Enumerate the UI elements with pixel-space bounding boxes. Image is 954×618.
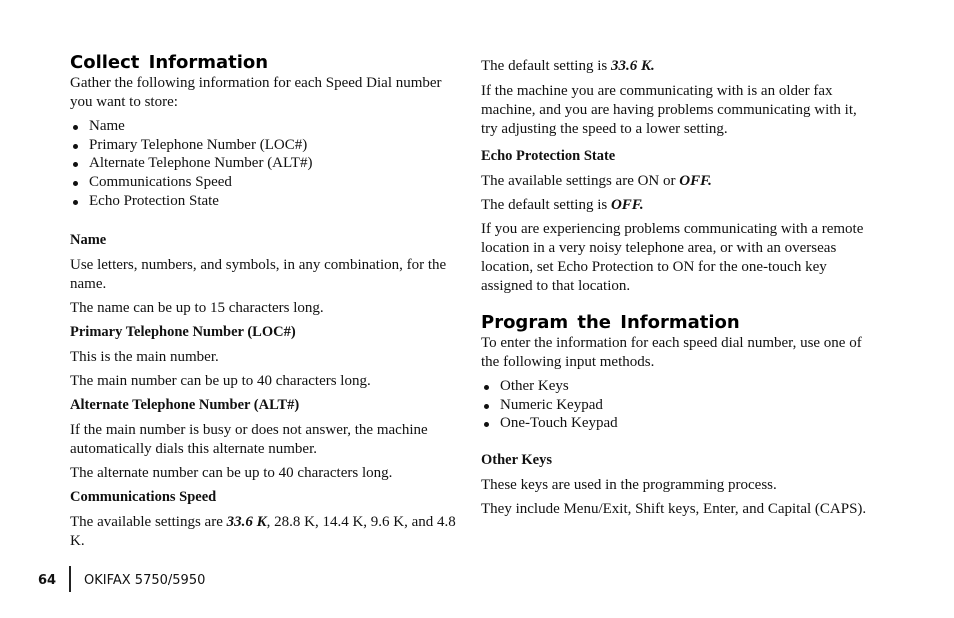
primary-number-subheading: Primary Telephone Number (LOC#) xyxy=(70,323,296,340)
communications-speed-paragraph xyxy=(70,513,465,551)
footer-divider xyxy=(69,566,71,592)
alternate-number-paragraph: If the main number is busy or does not answer, the machine automatically dials this alternate number. xyxy=(70,421,428,457)
echo-settings-paragraph xyxy=(481,172,871,191)
primary-number-length-paragraph: The main number can be up to 40 characters long. xyxy=(70,372,371,389)
list-item: Primary Telephone Number (LOC#) xyxy=(70,136,465,155)
list-item: Other Keys xyxy=(481,377,871,396)
echo-settings-prefix: The available settings are ON or xyxy=(481,173,680,189)
echo-default-paragraph xyxy=(481,196,871,215)
alternate-number-length-paragraph: The alternate number can be up to 40 characters long. xyxy=(70,464,393,481)
footer-title: OKIFAX 5750/5950 xyxy=(84,573,206,588)
comm-default-value: 33.6 K xyxy=(226,513,267,530)
echo-protection-subheading: Echo Protection State xyxy=(481,148,616,164)
program-information-heading: Program the Information xyxy=(481,312,740,333)
page-number: 64 xyxy=(38,573,57,588)
echo-default-prefix: The default setting is xyxy=(481,197,611,213)
input-methods-list xyxy=(481,377,871,433)
default-speed-value: 33.6 K. xyxy=(610,58,655,74)
right-column xyxy=(481,57,871,524)
default-speed-prefix: The default setting is xyxy=(481,58,611,74)
echo-default-value: OFF. xyxy=(610,197,644,213)
default-speed-paragraph xyxy=(481,57,871,76)
left-column xyxy=(70,52,465,556)
other-keys-list-paragraph: They include Menu/Exit, Shift keys, Enter, and Capital (CAPS). xyxy=(481,501,867,518)
comm-settings-prefix: The available settings are xyxy=(70,513,227,530)
echo-settings-value: OFF. xyxy=(679,173,712,189)
program-intro: To enter the information for each speed dial number, use one of the following input methods. xyxy=(481,335,862,370)
collect-information-heading: Collect Information xyxy=(70,52,269,73)
collect-intro: Gather the following information for each Speed Dial number you want to store: xyxy=(70,75,442,110)
primary-number-paragraph: This is the main number. xyxy=(70,348,219,365)
other-keys-subheading: Other Keys xyxy=(481,452,553,469)
list-item: Alternate Telephone Number (ALT#) xyxy=(70,154,465,173)
name-paragraph: Use letters, numbers, and symbols, in any combination, for the name. xyxy=(70,256,447,292)
list-item: Name xyxy=(70,117,465,136)
communications-speed-subheading: Communications Speed xyxy=(70,488,217,505)
other-keys-paragraph: These keys are used in the programming process. xyxy=(481,477,777,494)
info-list xyxy=(70,117,465,211)
list-item: Echo Protection State xyxy=(70,192,465,211)
name-subheading: Name xyxy=(70,231,107,248)
older-fax-paragraph: If the machine you are communicating with is an older fax machine, and you are having problems communicating with it, try adjusting the speed to a lower setting. xyxy=(481,83,857,137)
list-item: One-Touch Keypad xyxy=(481,414,871,433)
echo-noisy-paragraph: If you are experiencing problems communicating with a remote location in a very noisy telephone area, or with an overseas location, set Echo Protection to ON for the one-touch key assigned to that location. xyxy=(481,221,864,294)
comm-settings-suffix: , 28.8 K, 14.4 K, 9.6 K, and 4.8 K. xyxy=(70,513,456,549)
name-length-paragraph: The name can be up to 15 characters long. xyxy=(70,299,324,316)
list-item: Numeric Keypad xyxy=(481,396,871,415)
alternate-number-subheading: Alternate Telephone Number (ALT#) xyxy=(70,396,300,413)
list-item: Communications Speed xyxy=(70,173,465,192)
